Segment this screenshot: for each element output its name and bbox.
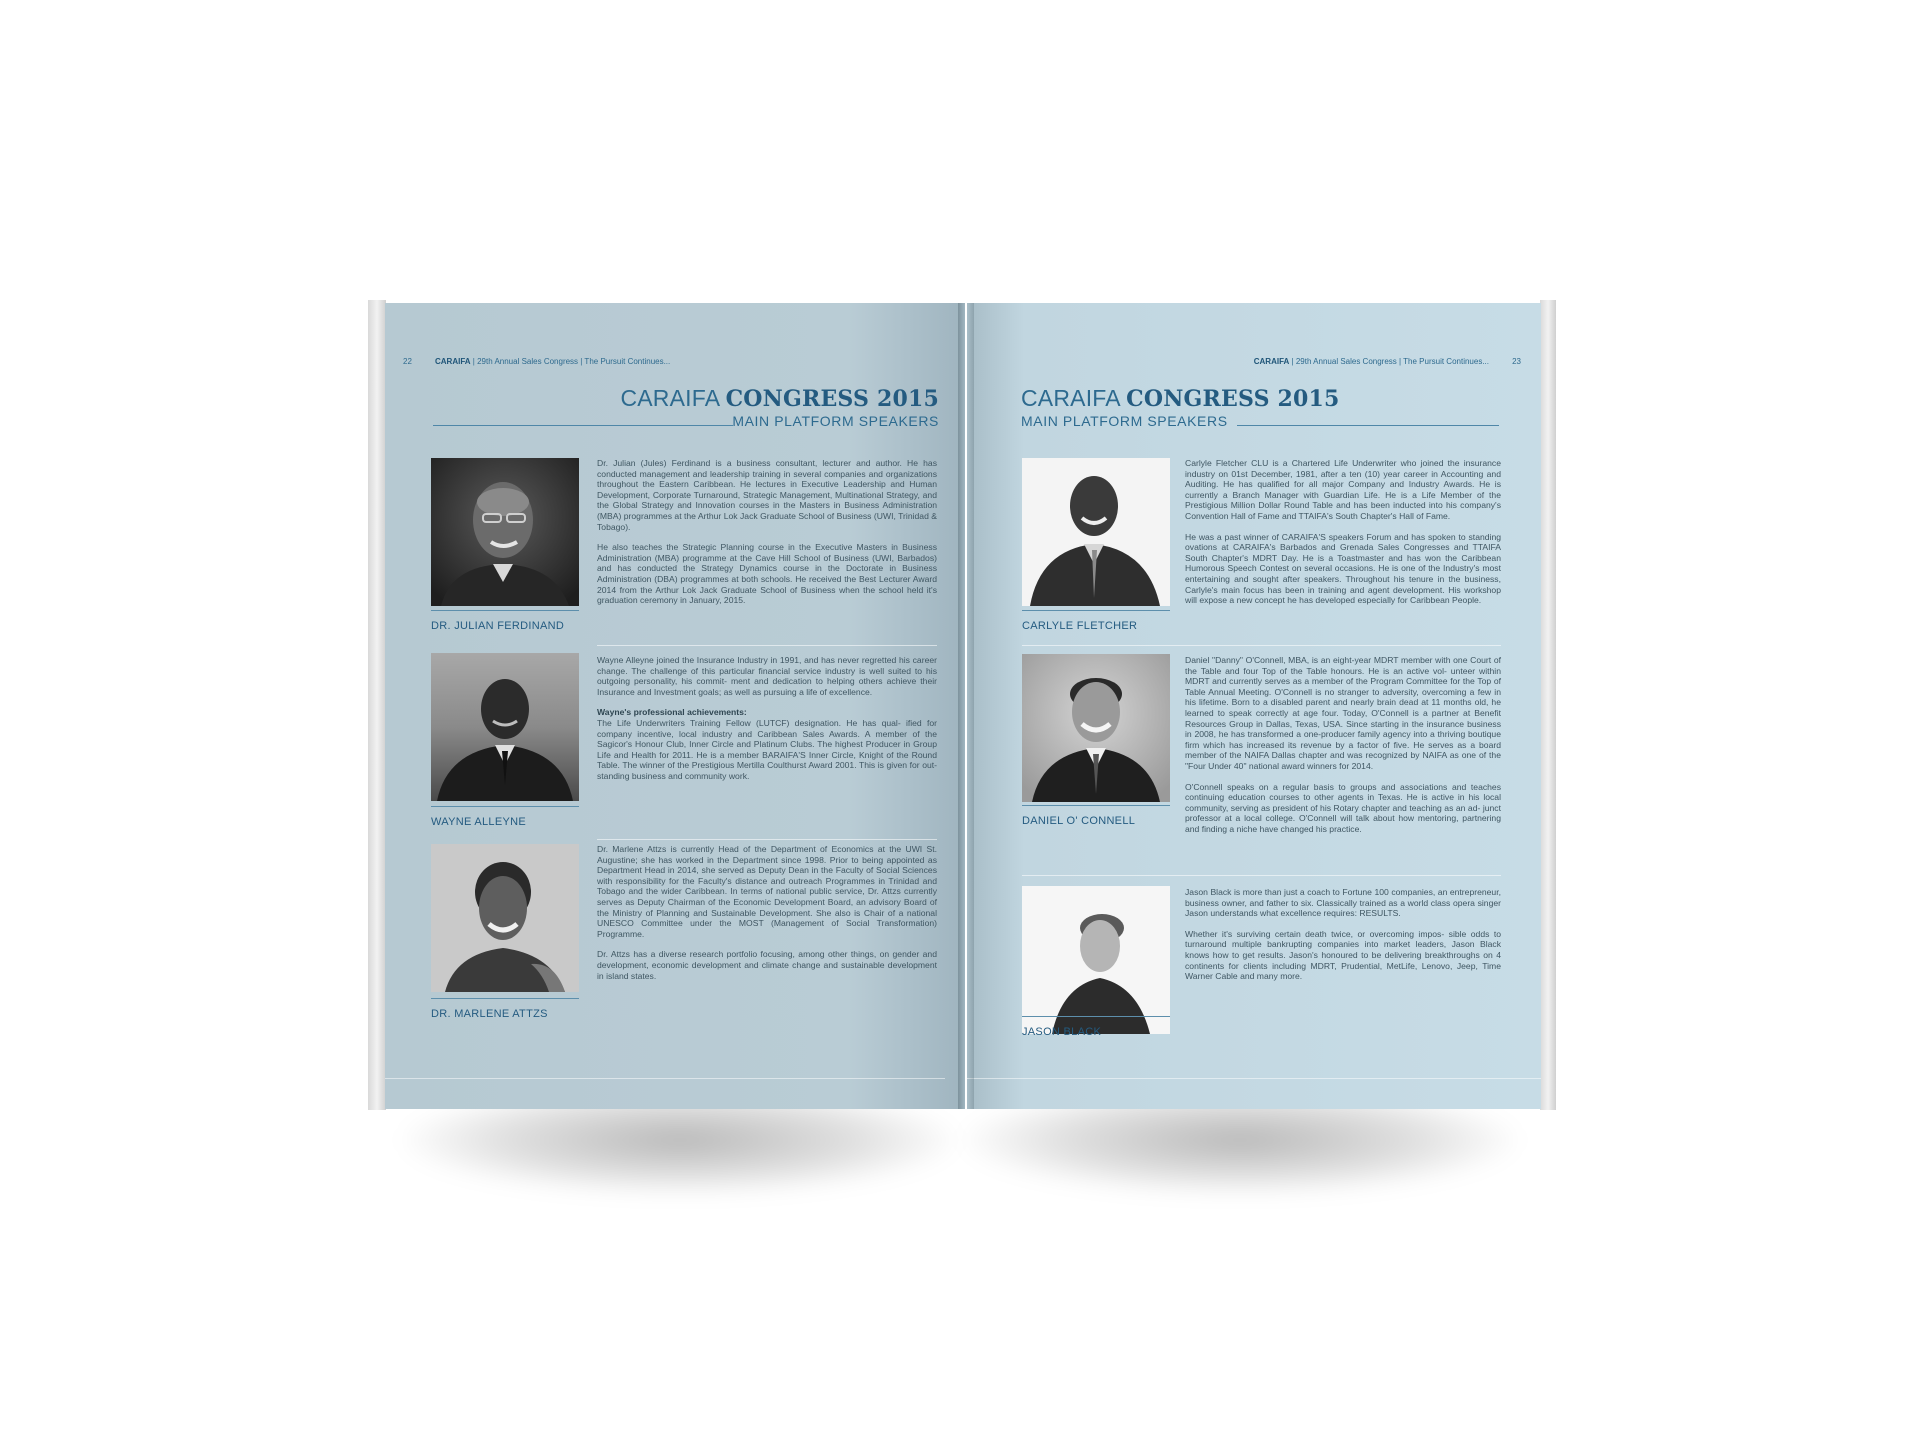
speaker-name: DR. JULIAN FERDINAND [431,620,565,632]
speaker-name: DANIEL O' CONNELL [1022,815,1136,827]
page-subtitle: MAIN PLATFORM SPEAKERS [732,413,939,429]
bio-paragraph: Whether it's surviving certain death twice, or overcoming impos- sible odds to turnaround multiple bankrupting companies into market leaders, Jason Black knows how to get results. Jason's honoured to be delivering breakthroughs on 4 continents for clients including MDRT, Prudential, MetLife, Lenovo, Jeep, Time Warner Cable and many more. [1185,928,1501,982]
page-number: 22 [403,357,412,366]
speaker-name: WAYNE ALLEYNE [431,816,526,828]
speaker-divider [1022,645,1501,646]
portrait-image [431,844,579,992]
bio-paragraph: The Life Underwriters Training Fellow (LUTCF) designation. He has qual- ified for company incentive, local industry and Caribbean Sales Awards. A member of the Sagicor's Honour Club, Inner Circle and Platinum Clubs. The highest Producer in Group Life and Health for 2011. He is a member BARAIFA'S Inner Circle, Knight of the Round Table. The winner of the Prestigious Mertilla Coulthurst Award 2001. This is given for out- standing business and community work. [597,717,937,781]
page-bottom-rule [385,1078,945,1079]
right-page [967,303,1541,1109]
photo-underline [1022,1016,1170,1017]
speaker-divider [597,645,937,646]
speaker-photo [1022,654,1170,802]
speaker-divider [597,839,937,840]
speaker-bio [597,458,937,616]
speaker-name: CARLYLE FLETCHER [1022,620,1138,632]
photo-underline [1022,805,1170,806]
portrait-image [1022,458,1170,606]
page-subtitle: MAIN PLATFORM SPEAKERS [1021,413,1228,429]
speaker-bio [597,655,937,792]
speaker-photo [431,458,579,606]
speaker-photo [1022,458,1170,606]
photo-underline [1022,610,1170,611]
bio-paragraph: O'Connell speaks on a regular basis to groups and associations and teaches continuing education courses to other agents in Texas. He is active in his local community, serving as president of his Rotary chapter and teaching as an ad- junct professor at a local college. O'Connell will talk about how mentoring, partnering and finding a niche have changed his practice. [1185,781,1501,834]
bio-paragraph: Dr. Julian (Jules) Ferdinand is a business consultant, lecturer and author. He has conducted management and leadership training in several companies and organizations throughout the Eastern Caribbean. He lectures in Executive Leadership and Human Development, Corporate Turnaround, Strategic Management, Multinational Strategy, and the Global Strategy and Innovation courses in the Masters in Business Administration (MBA) programmes at the Arthur Lok Jack Graduate School of Business (UWI, Trinidad & Tobago). [597,458,937,532]
book-spine [958,303,974,1109]
bio-paragraph: He also teaches the Strategic Planning course in the Executive Masters in Business Administration (MBA) programme at the Cave Hill School of Business (UWI, Barbados) and has conducted the Strategy Dynamics course in the Doctorate in Business Administration (DBA) programmes at both schools. He received the Best Lecturer Award 2014 from the Arthur Lok Jack Graduate School of Business when the school held it's graduation ceremony in January, 2015. [597,542,937,606]
page-title [1021,385,1340,412]
bio-paragraph: Jason Black is more than just a coach to Fortune 100 companies, an entrepreneur, business owner, and father to six. Classically trained as a world class opera singer Jason understands what excellence requires: RESULTS. [1185,887,1501,919]
photo-underline [431,806,579,807]
page-stack-edge-left [368,300,386,1110]
header-text: | 29th Annual Sales Congress | The Pursuit Continues... [1291,357,1489,366]
portrait-image [431,458,579,606]
speaker-photo [431,653,579,801]
title-light: CARAIFA [620,385,726,411]
speaker-name: JASON BLACK [1022,1026,1102,1038]
photo-underline [431,610,579,611]
title-rule [1237,425,1499,426]
page-title [620,385,939,412]
page-bottom-rule [967,1078,1541,1079]
speaker-divider [1022,875,1501,876]
title-rule [433,425,733,426]
title-light: CARAIFA [1021,385,1127,411]
header-brand: CARAIFA [1253,357,1290,366]
bio-paragraph: Carlyle Fletcher CLU is a Chartered Life Underwriter who joined the insurance industry on 01st December, 1981, after a ten (10) year career in Accounting and Auditing. He has qualified for all major Company and Industry Awards. He is currently a Branch Manager with Guardian Life. He is a Life Member of the Prestigious Million Dollar Round Table and has been inducted into his company's Convention Hall of Fame and TTAIFA's South Chapter's Hall of Fame. [1185,458,1501,521]
speaker-bio [1185,887,1501,992]
speaker-bio [1185,458,1501,616]
speaker-bio [1185,655,1501,845]
portrait-image [431,653,579,801]
title-heavy: CONGRESS 2015 [725,386,939,412]
bio-paragraph: Wayne Alleyne joined the Insurance Industry in 1991, and has never regretted his career change. The challenge of this particular financial service industry is well suited to his outgoing personality, his commit- ment and dedication to helping others achieve their Insurance and Investment goals; as well as pursuing a life of excellence. [597,655,937,697]
bio-paragraph: Dr. Attzs has a diverse research portfolio focusing, among other things, on gender and development, economic development and climate change and sustainable development in island states. [597,949,937,981]
left-page [385,303,965,1109]
bio-paragraph: Dr. Marlene Attzs is currently Head of the Department of Economics at the UWI St. Augustine; she has worked in the Department since 1998. Prior to being appointed as Department Head in 2014, she served as Deputy Dean in the Faculty of Social Sciences with responsibility for the Faculty's distance and outreach Programmes in Trinidad and Tobago and the wider Caribbean. In terms of national public service, Dr. Attzs currently serves as Deputy Chairman of the Economic Development Board, an advisory Board of the Ministry of Planning and Sustainable Development. She also is Chair of a national UNESCO Committee under the MOST (Management of Social Transformation) Programme. [597,844,937,939]
page-stack-edge-right [1540,300,1556,1110]
photo-underline [431,998,579,999]
portrait-image [1022,654,1170,802]
running-header [1254,357,1489,366]
portrait-image [1022,886,1170,1034]
bio-paragraph: Daniel "Danny" O'Connell, MBA, is an eight-year MDRT member with one Court of the Table and four Top of the Table honours. He is an active vol- unteer within MDRT and currently serves as a member of the Program Committee for the Top of Table Annual Meeting. O'Connell is no stranger to adversity, overcoming a few in his lifetime. Born to a disabled parent and nearly brain dead at 11 months old, he learned to speak correctly at age four. Today, O'Connell is a partner at Benefit Resources Group in Dallas, Texas, USA. Since starting in the insurance business in 2008, he has transformed a one-producer family agency into a thriving boutique firm which has increased its revenue by a factor of five. He serves as a board member of the NAIFA Dallas chapter and was recognized by NAIFA as one of the "Four Under 40" national award winners for 2014. [1185,655,1501,771]
header-text: | 29th Annual Sales Congress | The Pursuit Continues... [472,357,671,366]
speaker-name: DR. MARLENE ATTZS [431,1008,548,1020]
page-number: 23 [1512,357,1521,366]
running-header [435,357,670,366]
header-brand: CARAIFA [435,357,471,366]
bio-subhead: Wayne's professional achievements: [597,707,747,718]
speaker-bio [597,844,937,991]
title-heavy: CONGRESS 2015 [1126,386,1340,412]
speaker-photo [1022,886,1170,1034]
speaker-photo [431,844,579,992]
bio-paragraph: He was a past winner of CARAIFA'S speakers Forum and has spoken to standing ovations at CARAIFA's Barbados and Grenada Sales Congresses and TTAIFA South Chapter's MDRT Day. He is a Toastmaster and has won the Caribbean Humorous Speech Contest on several occasions. He is one of the Industry's most entertaining and sought after speakers. Throughout his tenure in the business, Carlyle's main focus has been in training and agent development. His workshop will expose a new concept he has developed especially for Caribbean People. [1185,531,1501,606]
